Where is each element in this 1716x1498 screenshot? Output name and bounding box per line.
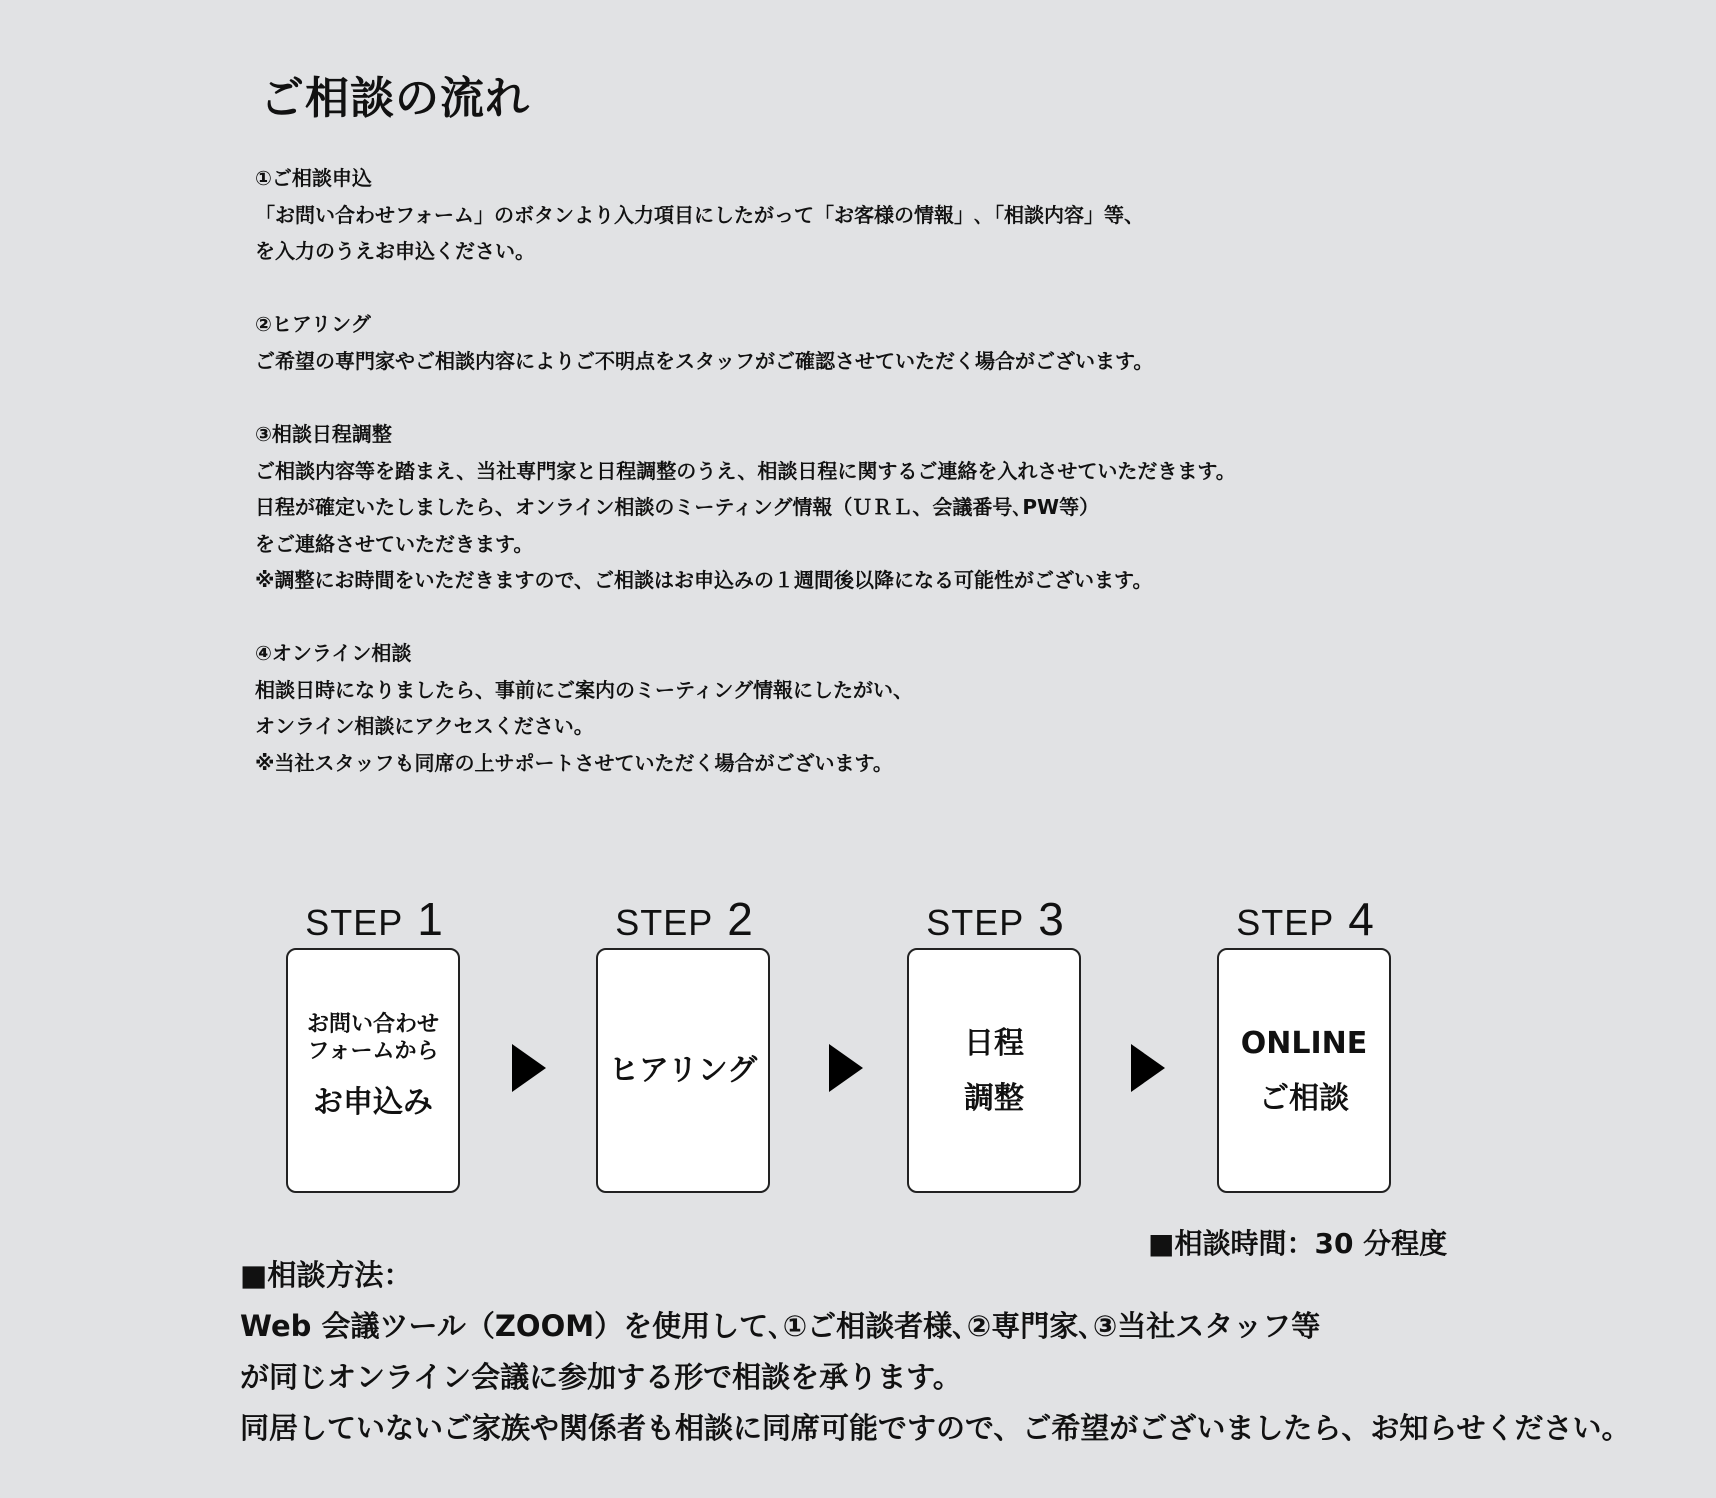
step-number: 3: [1038, 893, 1064, 945]
step-number: 4: [1348, 893, 1374, 945]
step-label: [286, 890, 462, 948]
section-text-line: 「お問い合わせフォーム」のボタンより入力項目にしたがって「お客様の情報」､「相談内容」等、: [255, 202, 1144, 227]
step-card-text: お申込み: [313, 1085, 433, 1120]
step-card: [907, 948, 1081, 1193]
step-4: [1217, 890, 1393, 1193]
method-heading: ■相談方法：: [240, 1258, 413, 1292]
section-text-line: をご連絡させていただきます。: [255, 531, 534, 556]
section-text-line: ※調整にお時間をいただきますので、ご相談はお申込みの１週間後以降になる可能性がございます。: [255, 568, 1153, 592]
arrow-right-icon: [512, 1044, 546, 1092]
step-1: [286, 890, 462, 1193]
step-card-text: フォームから: [307, 1039, 439, 1064]
step-word: STEP: [1236, 902, 1335, 943]
section-heading: ①ご相談申込: [255, 166, 372, 190]
section-application: [255, 160, 1144, 270]
step-card: [286, 948, 460, 1193]
section-text-line: ご相談内容等を踏まえ、当社専門家と日程調整のうえ、相談日程に関するご連絡を入れさせていただきます。: [255, 458, 1236, 483]
step-3: [907, 890, 1083, 1193]
step-card-text: ヒアリング: [608, 1053, 758, 1088]
consultation-method: [240, 1250, 1631, 1454]
step-word: STEP: [615, 902, 714, 943]
page-title: ご相談の流れ: [260, 73, 530, 124]
section-text-line: を入力のうえお申込ください。: [255, 239, 535, 263]
step-label: [907, 890, 1083, 948]
arrow-right-icon: [829, 1044, 863, 1092]
section-heading: ②ヒアリング: [255, 312, 371, 336]
method-text-line: Web 会議ツール（ZOOM）を使用して､①ご相談者様､②専門家､③当社スタッフ等: [240, 1309, 1321, 1343]
section-heading: ③相談日程調整: [255, 422, 392, 446]
section-text-line: 日程が確定いたしましたら、オンライン相談のミーティング情報（ＵＲＬ、会議番号､PW等）: [255, 495, 1100, 519]
section-heading: ④オンライン相談: [255, 641, 412, 665]
step-card-text: ご相談: [1259, 1080, 1349, 1116]
section-schedule: [255, 416, 1236, 599]
method-text-line: 同居していないご家族や関係者も相談に同席可能ですので、ご希望がございましたら、お知らせください。: [240, 1411, 1631, 1445]
section-text-line: オンライン相談にアクセスください。: [255, 714, 594, 738]
step-word: STEP: [305, 902, 404, 943]
consultation-duration: ■相談時間：30 分程度: [1148, 1227, 1448, 1260]
step-card-text: 日程: [964, 1025, 1024, 1061]
step-2: [596, 890, 772, 1193]
step-number: 1: [417, 893, 443, 945]
method-text-line: が同じオンライン会議に参加する形で相談を承ります。: [240, 1360, 962, 1394]
step-word: STEP: [926, 902, 1025, 943]
step-card: [596, 948, 770, 1193]
section-hearing: [255, 306, 1153, 379]
step-label: [1217, 890, 1393, 948]
step-label: [596, 890, 772, 948]
section-text-line: ※当社スタッフも同席の上サポートさせていただく場合がございます。: [255, 750, 893, 775]
section-text-line: ご希望の専門家やご相談内容によりご不明点をスタッフがご確認させていただく場合がございます。: [255, 348, 1154, 373]
step-card-text: お問い合わせ: [306, 1012, 439, 1037]
step-card-text: 調整: [964, 1080, 1024, 1116]
step-card-text: ONLINE: [1240, 1025, 1368, 1061]
section-online: [255, 635, 913, 781]
arrow-right-icon: [1131, 1044, 1165, 1092]
section-text-line: 相談日時になりましたら、事前にご案内のミーティング情報にしたがい、: [255, 677, 913, 702]
step-card: [1217, 948, 1391, 1193]
step-number: 2: [727, 893, 753, 945]
